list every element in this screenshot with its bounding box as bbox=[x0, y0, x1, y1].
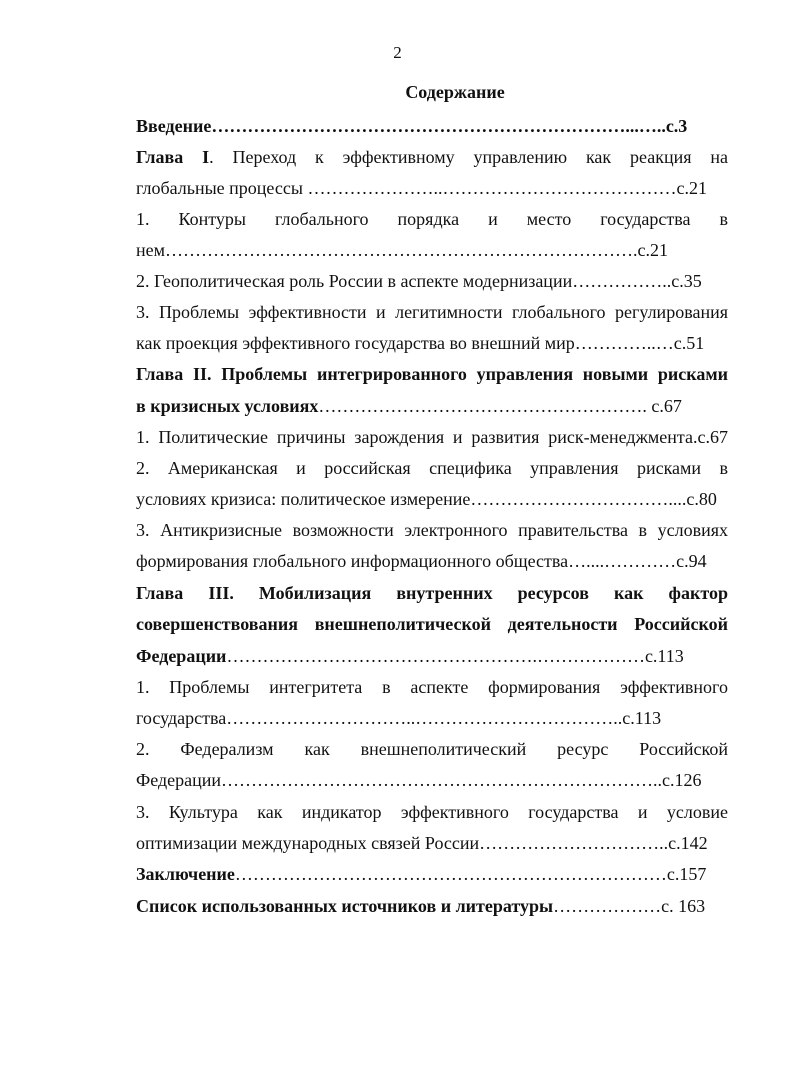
toc-entry-s23-line2 bbox=[136, 550, 707, 572]
entry-page: с.21 bbox=[676, 178, 707, 198]
entry-page: с.113 bbox=[622, 708, 662, 728]
leader-dots: …………………………..…………………………….. bbox=[226, 708, 623, 728]
entry-title: Список использованных источников и литературы bbox=[136, 896, 554, 916]
toc-entry-s13-line1: 3. Проблемы эффективности и легитимности глобального регулирования bbox=[136, 302, 728, 322]
entry-page: с.51 bbox=[673, 333, 705, 353]
toc-entry-ch3-line2: совершенствования внешнеполитической деятельности Российской bbox=[136, 614, 728, 634]
entry-title: государства bbox=[136, 708, 227, 728]
toc-entry-ch2-line1: Глава II. Проблемы интегрированного управления новыми рисками bbox=[136, 364, 728, 384]
leader-dots: …………………………….... bbox=[470, 489, 687, 509]
entry-title: как проекция эффективного государства во внешний мир bbox=[136, 333, 575, 353]
entry-page: с.157 bbox=[666, 864, 707, 884]
entry-page: с. 163 bbox=[661, 896, 706, 916]
toc-entry-ch2-line2 bbox=[136, 395, 682, 417]
entry-page: с.126 bbox=[662, 770, 702, 790]
toc-entry-s32-line2 bbox=[136, 769, 702, 791]
leader-dots: …....………… bbox=[568, 551, 677, 571]
leader-dots: …………………………………………….……………… bbox=[226, 646, 645, 666]
toc-entry-s11-line2 bbox=[136, 239, 668, 261]
toc-entry-s13-line2 bbox=[136, 332, 704, 354]
entry-page: с.113 bbox=[644, 646, 684, 666]
entry-page: с.35 bbox=[671, 271, 702, 291]
page-number: 2 bbox=[393, 43, 402, 62]
leader-dots: ………………………………………………. bbox=[318, 396, 652, 416]
toc-entry-s31-line1: 1. Проблемы интегритета в аспекте формирования эффективного bbox=[136, 677, 728, 697]
leader-dots: ……………………………………………………………………. bbox=[165, 240, 638, 260]
leader-dots: …………….. bbox=[572, 271, 672, 291]
entry-title: формирования глобального информационного общества bbox=[136, 551, 569, 571]
entry-title: Введение bbox=[136, 116, 212, 136]
leader-dots: ……………………………………………………………….. bbox=[221, 770, 663, 790]
entry-title: 2. Геополитическая роль России в аспекте модернизации bbox=[136, 271, 573, 291]
entry-page: с.94 bbox=[676, 551, 707, 571]
entry-title: в кризисных условиях bbox=[136, 396, 319, 416]
entry-page: с.80 bbox=[686, 489, 717, 509]
toc-entry-s22-line1: 2. Американская и российская специфика управления рисками в bbox=[136, 458, 728, 478]
toc-entry-sources bbox=[136, 895, 705, 917]
toc-entry-s11-line1: 1. Контуры глобального порядка и место государства в bbox=[136, 209, 728, 229]
leader-dots: ……………………………………………………………...….. bbox=[211, 116, 666, 136]
entry-page: с.21 bbox=[637, 240, 669, 260]
entry-title: оптимизации международных связей России bbox=[136, 833, 480, 853]
toc-entry-s31-line2 bbox=[136, 707, 661, 729]
toc-entry-s32-line1: 2. Федерализм как внешнеполитический ресурс Российской bbox=[136, 739, 728, 759]
toc-entry-ch3-line3 bbox=[136, 645, 684, 667]
leader-dots: ……………………………………………………………… bbox=[234, 864, 667, 884]
leader-dots: ………………………….. bbox=[479, 833, 669, 853]
entry-title: глобальные процессы bbox=[136, 178, 308, 198]
entry-page: с.67 bbox=[651, 396, 682, 416]
toc-entry-s33-line1: 3. Культура как индикатор эффективного государства и условие bbox=[136, 802, 728, 822]
entry-title: . Переход к эффективному управлению как реакция на bbox=[209, 147, 728, 167]
toc-entry-s23-line1: 3. Антикризисные возможности электронного правительства в условиях bbox=[136, 520, 728, 540]
entry-title: Федерации bbox=[136, 770, 222, 790]
toc-entry-s33-line2 bbox=[136, 832, 708, 854]
toc-title bbox=[0, 82, 795, 103]
chapter-label: Глава I bbox=[136, 147, 210, 167]
entry-title: Заключение bbox=[136, 864, 235, 884]
leader-dots: …………..… bbox=[574, 333, 674, 353]
toc-entry-ch1-line2 bbox=[136, 177, 707, 199]
leader-dots: ……………… bbox=[553, 896, 662, 916]
toc-entry-conclusion bbox=[136, 863, 706, 885]
entry-page: с.142 bbox=[668, 833, 708, 853]
leader-dots: …………………..………………………………… bbox=[307, 178, 677, 198]
toc-entry-s22-line2 bbox=[136, 488, 717, 510]
toc-entry-ch1-line1 bbox=[136, 146, 728, 168]
toc-title-text: Содержание bbox=[405, 82, 505, 102]
entry-title: нем bbox=[136, 240, 166, 260]
toc-entry-s12 bbox=[136, 270, 702, 292]
entry-page: с.3 bbox=[665, 116, 688, 136]
entry-title: Федерации bbox=[136, 646, 227, 666]
entry-title: условиях кризиса: политическое измерение bbox=[136, 489, 471, 509]
toc-entry-ch3-line1: Глава III. Мобилизация внутренних ресурсов как фактор bbox=[136, 583, 728, 603]
toc-entry-intro bbox=[136, 115, 687, 137]
toc-entry-s21: 1. Политические причины зарождения и развития риск-менеджмента.с.67 bbox=[136, 427, 728, 447]
